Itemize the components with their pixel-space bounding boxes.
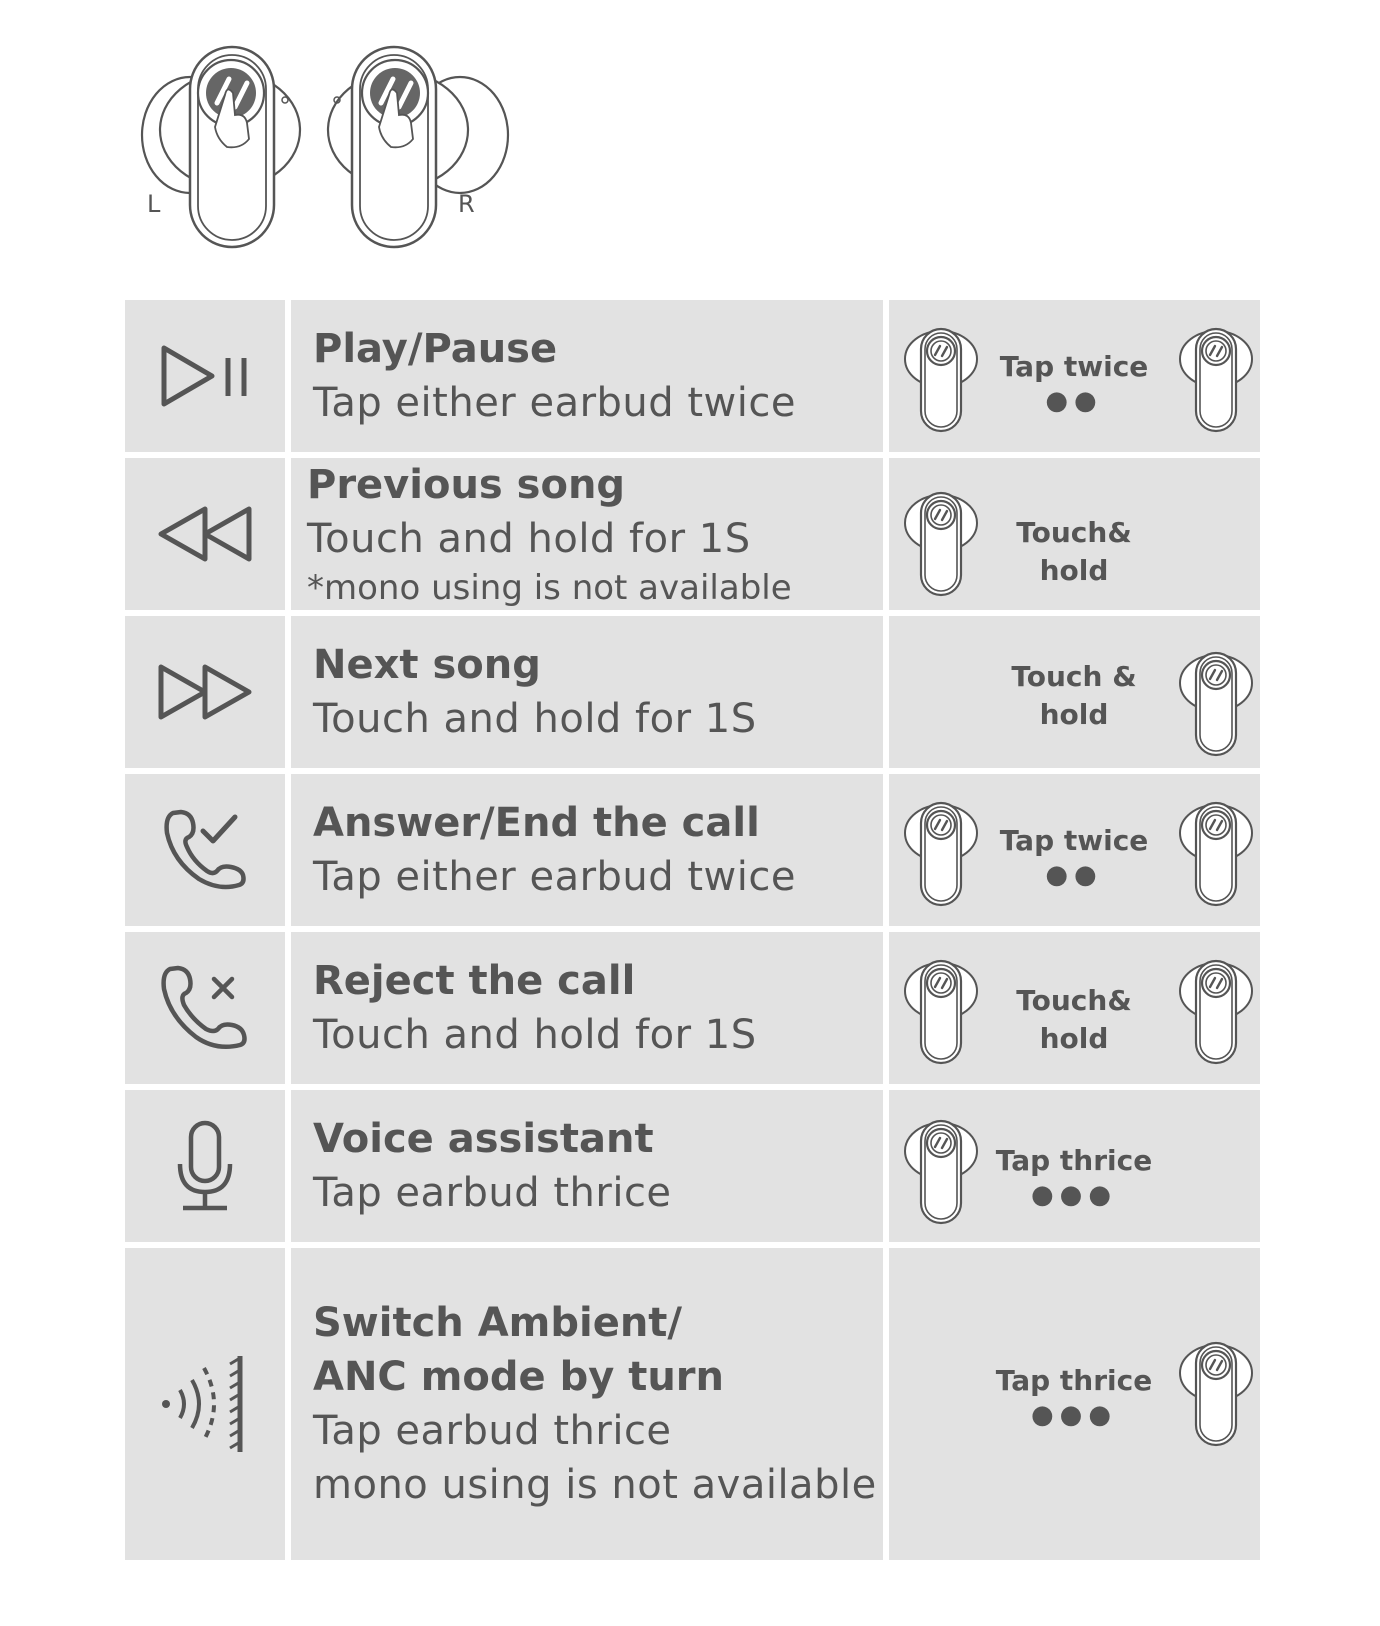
row-title: Next song [313,642,541,688]
gesture-label-line2: hold [1039,698,1109,731]
gesture-label-line1: Touch& [1016,984,1132,1017]
row-title: Answer/End the call [313,800,760,846]
row-note: mono using is not available [313,1462,877,1508]
next-icon [125,616,285,768]
left-earbud-icon [899,324,983,434]
tap-dots: ●●● [1030,1180,1118,1210]
left-earbud-icon [899,956,983,1066]
table-row-ambient-anc [125,1248,1260,1560]
row-subtitle: Tap either earbud twice [313,380,796,426]
right-earbud-icon [1174,798,1258,908]
right-earbud-icon [1174,956,1258,1066]
gesture-label-line2: hold [1039,1022,1109,1055]
row-subtitle: Touch and hold for 1S [313,1012,757,1058]
earbuds-touch-illustration-icon [135,35,515,265]
right-earbud-icon [1174,1338,1258,1448]
right-earbud-icon [1174,648,1258,758]
row-subtitle: Touch and hold for 1S [313,696,757,742]
row-subtitle: Tap earbud thrice [313,1408,672,1454]
tap-dots: ●● [1045,386,1103,416]
gesture-label-line1: Touch & [1011,660,1137,693]
right-earbud-icon [1174,324,1258,434]
row-note: *mono using is not available [307,568,792,608]
row-title: Voice assistant [313,1116,654,1162]
row-subtitle: Touch and hold for 1S [307,516,751,562]
row-title: Play/Pause [313,326,558,372]
earbuds-illustration [135,35,515,265]
row-title: Previous song [307,462,626,508]
left-earbud-icon [899,488,983,598]
ambient-anc-icon [125,1248,285,1560]
gesture-label: Tap twice [999,824,1149,857]
row-title: Reject the call [313,958,636,1004]
left-earbud-illustration [142,47,300,247]
row-title-line2: ANC mode by turn [313,1354,724,1400]
previous-icon [125,458,285,610]
table-row-reject-call [125,932,1260,1084]
gesture-label: Tap thrice [995,1364,1153,1397]
table-row-previous-song [125,458,1260,610]
play-pause-icon [125,300,285,452]
row-title-line1: Switch Ambient/ [313,1300,683,1346]
microphone-icon [125,1090,285,1242]
gesture-label-line1: Touch& [1016,516,1132,549]
tap-dots: ●● [1045,860,1103,890]
table-row-answer-call [125,774,1260,926]
table-row-voice-assistant [125,1090,1260,1242]
row-subtitle: Tap earbud thrice [313,1170,672,1216]
phone-answer-icon [125,774,285,926]
gesture-label: Tap thrice [995,1144,1153,1177]
phone-reject-icon [125,932,285,1084]
tap-dots: ●●● [1030,1400,1118,1430]
right-label: R [458,190,475,218]
row-subtitle: Tap either earbud twice [313,854,796,900]
table-row-play-pause [125,300,1260,452]
left-earbud-icon [899,798,983,908]
right-earbud-illustration [328,47,508,247]
gesture-label: Tap twice [999,350,1149,383]
left-label: L [147,190,161,218]
gesture-label-line2: hold [1039,554,1109,587]
left-earbud-icon [899,1116,983,1226]
table-row-next-song [125,616,1260,768]
